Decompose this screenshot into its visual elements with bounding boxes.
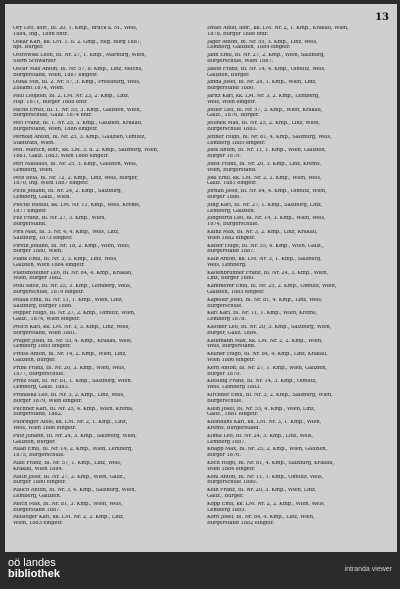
entry-line: Kalb Anton, kk. LM. Nr. 3, 1. Kmp., Salzburg, <box>207 257 322 263</box>
entry-line: Pollak Emil, Bl. Nr. 11, 1. Kmp., Wien, Linz, <box>13 297 123 303</box>
entry-line: Jokl Emil, kk. LM. Nr. 2, 2. Kmp., Wien, Wels, <box>207 175 322 181</box>
entry-line: Galiz., 1876, Bürger. <box>207 113 260 119</box>
logo-line-1: oö landes <box>8 557 56 569</box>
entry-line: Ped. Marsch, lehr., kk. LM. 3. u. 2. Kmp., Salzburg, Wien, <box>13 148 159 154</box>
entry-line: Bürgerschule 1880. <box>207 480 258 486</box>
entry-line: Jordan Josef, Bl. Nr. 84, 4. Kmp., Olmütz, Wien, <box>207 189 327 195</box>
entry-line: Jung Karl, Bl. Nr. 27, 1. Kmp., Salzburg, Linz, <box>207 202 323 208</box>
entry-line: 1874, Bürgerschule. <box>207 222 259 228</box>
entry-line: Krems, Bürgerstand. <box>207 426 261 432</box>
entry-line: Kolb Franz, Bl. Nr. 20, 3. Kmp., Wien, Linz, <box>207 488 317 494</box>
entry-line: Kirchner Emil, Bl. Nr. 3, 2. Kmp., Salzburg, Wien, <box>207 393 333 399</box>
entry-line: Jahn Emil, Bl. Nr. 27, 2. Kmp., Wien, Salzburg, <box>207 53 325 59</box>
entry-line: Salzburg, 1873 eingetr. <box>13 235 73 241</box>
entry-line: Wien, Bürgerstand. <box>207 167 257 173</box>
entry-line: Wien 1882 eingetr. <box>207 235 256 241</box>
entry-line: Kiesling Franz, Bl. Nr. 14, 3. Kmp., Olmütz, <box>207 379 317 385</box>
entry-line: Pichl Johann, Bl. Nr. 24, 2. Kmp., Salzburg, <box>13 189 123 195</box>
entry-line: 1878, Bürger 1886 entr. <box>207 31 269 37</box>
entry-line: Bürgerstand. <box>13 222 47 228</box>
entry-line: Ostrowski Leon, Bl. Nr. 27, 1. Kmp., Marburg, Wien, <box>13 53 147 59</box>
entry-line: Galizien, Bürger. <box>207 72 250 78</box>
entry-line: Wien 1884 eingetr. <box>207 466 256 472</box>
entry-line: Bürgerstand, Wien, 1887 eingetr. <box>13 72 98 78</box>
entry-line: Jakob Franz, Bl. Nr. 14, 4. Kmp., Olmütz, Wels, <box>207 66 326 72</box>
entry-line: Preiss Anton, Bl. Nr. 14, 2. Kmp., Wien, Linz, <box>13 352 127 358</box>
entry-line: Reich Max, Bl. Nr. 81, 3. Kmp., Wien, Wels, <box>13 501 123 507</box>
entry-line: Kellner Hugo, Bl. Nr. 84, 4. Kmp., Linz, Krakau, <box>207 352 328 358</box>
entry-line: 1870, Ing. Wien 1887 eingetr. <box>13 181 89 187</box>
entry-line: Korn Josef, Bl. Nr. 84, 4. Kmp., Linz, Wien, <box>207 515 315 521</box>
entry-line: Bürger 1880, Wien. <box>13 249 63 255</box>
entry-line: Peth Bela, Bl. Nr. 72, 2. Kmp., Linz, Wels, Bürger, <box>13 175 138 181</box>
entry-line: Bürger, Galiz. 1884. <box>207 330 258 336</box>
entry-line: Bürgerschule 1883. <box>207 126 258 132</box>
entry-line: Prohaska Leo, Bl. Nr. 3, 2. Kmp., Linz, Wels, <box>13 393 125 399</box>
library-logo[interactable] <box>8 558 60 580</box>
entry-line: Raith Josef, Bl. Nr. 27, 2. Kmp., Wien, Galiz., <box>13 474 126 480</box>
entry-line: Galiz. 1881 eingetr. <box>207 181 257 187</box>
entry-line: Rabl Franz, Bl. Nr. 57, 1. Kmp., Linz, Wels, <box>13 461 122 466</box>
entry-line: Pernold Anton, Bl. Nr. 25, 3. Kmp., Galizien, Olmütz, <box>13 134 146 140</box>
entry-line: Prinz Max, Bl. Nr. 81, 1. Kmp., Salzburg, Wien, <box>13 379 133 385</box>
entry-line: Wels, Lemberg 1883. <box>207 385 261 391</box>
entry-line: Krakau, Wien 1884. <box>13 466 64 472</box>
entry-line: Stern Schwarzer <box>13 58 56 64</box>
entry-line: Bürgerstand 1887. <box>207 249 255 255</box>
entry-line: Wien, 1883 eingetr. <box>13 521 63 527</box>
entry-line: Bürger 1879, Wien eingetr. <box>13 398 83 404</box>
entry-line: Ory Leo, lehr., Bl. 20, 1. Kmp., Bruck a. M., Wels, <box>13 26 138 31</box>
entry-line: Kaufmann Max, kk. LM. Nr. 2, 2. Kmp., Wien, <box>207 338 323 344</box>
entry-line: Lemberg, Galizien. <box>207 208 256 214</box>
entry-line: Oscar Max Anton, Bl. Nr. 57, 8. Kmp., Linz, Reichs, <box>13 66 143 72</box>
entry-line: Galiz., Bürger. <box>207 493 244 499</box>
page-number: 13 <box>375 12 389 23</box>
entry-line: Lemberg 1887. <box>207 439 246 445</box>
entry-line: Jenner Hugo, Bl. Nr. 81, 4. Kmp., Salzburg, Wels, <box>207 134 332 140</box>
entry-line: Wien, Bürger 1882. <box>13 276 63 282</box>
entry-line: Jaritz Karl, kk. LM. Nr. 3, 2. Kmp., Lemberg, <box>207 93 320 99</box>
entry-line: Pache Ernst, Bl. 1. Nr. 55, 3. Kmp., Galizien, Wien, <box>13 107 142 113</box>
entry-line: Lemberg, Galizien. <box>13 493 62 499</box>
entry-line: Hsp. 1871, Bürger 1888 entr. <box>13 99 88 105</box>
viewer-label: intranda viewer <box>344 566 392 573</box>
entry-line: Pribil Franz, Bl. Nr. 20, 3. Kmp., Wien, Wels, <box>13 365 126 371</box>
entry-line: Perl Franz, Bl. 1. Nr. 25, 3. Kmp., Galizien, Krakau, <box>13 121 143 127</box>
entry-line: Salzburg, Bürger 1886. <box>13 303 73 309</box>
entry-line: Pühringer Alois, kk. LM. Nr. 2, 1. Kmp., Linz, <box>13 420 128 426</box>
entry-line: hpt. Bürger. <box>13 45 44 51</box>
entry-line: Galiz., 1874, Wien eingetr. <box>13 317 81 323</box>
entry-line: Bürgerstand, Wien 1881. <box>13 330 77 336</box>
entry-line: Galizien, 1885 eingetr. <box>207 290 265 296</box>
entry-line: Bürgerstand, 1882. <box>13 412 63 418</box>
entry-line: Bürgerstand 1880. <box>207 86 255 92</box>
entry-line: 1884, Ing., 1886 entr. <box>13 31 68 37</box>
entry-line: Oskar Karl, kk. LM. 1. u. 2. Gmp., Reg. Burg 1887, <box>13 39 142 45</box>
entry-line: Kapeller Josef, Bl. Nr. 81, 4. Kmp., Linz, Wels, <box>207 297 323 303</box>
entry-line: Bürger 1879. <box>207 371 241 377</box>
entry-line: Kopp Emil, kk. LM. Nr. 2, 2. Kmp., Wien, Wels, <box>207 501 326 507</box>
entry-line: Galiz., 1881 eingetr. <box>207 412 259 418</box>
entry-line: Pilz Franz, Bl. Nr. 27, 3. Kmp., Wien, <box>13 216 106 222</box>
entry-line: Bürger 1879. <box>207 154 241 160</box>
entry-line: Rauch Anton, Bl. Nr. 3, 4. Kmp., Salzburg, Wien, <box>13 488 137 494</box>
entry-line: Jäger Anton, Bl. Nr. 55, 3. Kmp., Linz, Wels, <box>207 39 318 45</box>
entry-line: Peri Nikolaus, Bl. Nr. 25, 3. Kmp., Galizien, Wels, <box>13 161 138 167</box>
entry-line: Kern Anton, Bl. Nr. 27, 1. Kmp., Wien, Galizien, <box>207 365 328 371</box>
entry-line: Galizien, Wien 1884 eingetr. <box>13 262 85 268</box>
right-column <box>207 26 387 527</box>
entry-line: Kaiser Hugo, Bl. Nr. 55, 4. Kmp., Wien, Galiz., <box>207 243 324 249</box>
entry-line: Wels, Wien 1886 eingetr. <box>13 426 77 432</box>
entry-line: Bürgerschule. <box>207 398 243 404</box>
entry-line: Wels, Wien eingetr. <box>207 99 256 105</box>
entry-line: Lemberg, Galiz. 1883. <box>13 385 70 391</box>
entry-line: Pira Max, Bl. 3. Nr. 4, 4. Kmp., Wels, Linz, <box>13 229 120 235</box>
entry-line: Plattensteiner Leo, Bl. Nr. 84, 4. Kmp., Krakau, <box>13 270 133 276</box>
entry-line: Osbal Mix, Bl. 2. Nr. 57, 3. Kmp., Pressburg, Wels, <box>13 80 141 86</box>
entry-line: Kleinhans Karl, kk. LM. Nr. 3, 1. Kmp., Wien, <box>207 420 322 426</box>
entry-line: Bürgerschule. <box>207 303 243 309</box>
entry-line: Bürgerschule, Galiz. 1874 entr. <box>13 113 93 119</box>
entry-line: Linz, Bürger 1880. <box>207 276 255 282</box>
entry-line: Karl Karl, Bl. Nr. 11, 1. Kmp., Wien, Krems, <box>207 311 318 317</box>
entry-line: Lemberg, Galizien, 1884 eingetr. <box>207 45 291 51</box>
entry-line: Koch Hugo, Bl. Nr. 81, 4. Kmp., Salzburg, Krakau, <box>207 461 335 466</box>
entry-line: Posch Karl, kk. LM. Nr. 3, 3. Kmp., Linz, Wels, <box>13 325 130 331</box>
entry-line: 1881, Galiz. 1883, Wien 1886 eingetr. <box>13 154 109 160</box>
entry-line: Kainz Max, Bl. Nr. 3, 2. Kmp., Linz, Krakau, <box>207 229 318 235</box>
entry-line: Puchner Karl, Bl. Nr. 25, 4. Kmp., Wien, Krems, <box>13 406 134 412</box>
entry-line: Stadtrath, Wien. <box>13 140 55 146</box>
entry-line: Lemberg 1885. <box>207 507 246 513</box>
entry-line: Raab Emil, Bl. Nr. 14, 2. Kmp., Wien, Lemberg, <box>13 447 133 453</box>
entry-line: Zollamt 1874, Wien. <box>13 86 65 92</box>
entry-line: Lemberg 1885 eingetr. <box>13 344 72 350</box>
entry-line: Bürgerschule, Wien 1887. <box>207 58 274 64</box>
entry-line: Plank Emil, Bl. Nr. 3, 3. Kmp., Linz, Wels, <box>13 257 118 263</box>
viewer-footer <box>0 552 400 589</box>
entry-line: Wels, Bürgerstand. <box>207 344 256 350</box>
entry-line: Lemberg 1885 eingetr. <box>207 140 266 146</box>
entry-line: Prager Josef, Bl. Nr. 55, 4. Kmp., Krakau, Wels, <box>13 338 133 344</box>
entry-line: Klima Leo, Bl. Nr. 24, 3. Kmp., Linz, Wels, <box>207 433 313 439</box>
scanned-page <box>5 4 397 552</box>
entry-line: 1875, Bürgerschule. <box>13 453 65 459</box>
entry-line: Jobst Franz, Bl. Nr. 20, 3. Kmp., Linz, Krems, <box>207 161 322 167</box>
entry-line: Wien 1886 eingetr. <box>207 358 256 364</box>
entry-line: Janda Josef, Bl. Nr. 24, 1. Kmp., Wien, Linz, <box>207 80 317 86</box>
entry-line: Jeitler Leo, Bl. Nr. 57, 3. Kmp., Wien, Krakau, <box>207 107 323 113</box>
entry-line: Kaltenbrunner Franz, Bl. Nr. 24, 3. Kmp., Wien, <box>207 270 329 276</box>
entry-line: Kohl Anton, Bl. Nr. 11, 1. Kmp., Olmütz, Wels, <box>207 474 324 480</box>
entry-line: Paul Leopold, Bl. 2. LM. Nr. 23, 2. Kmp., Linz, <box>13 93 130 99</box>
entry-line: Lemberg 1878. <box>207 317 246 323</box>
entry-line: Bürgerstand, Wien, 1886 eingetr. <box>13 126 98 132</box>
entry-line: Bürgerschule, 1879 eingetr. <box>13 290 85 296</box>
entry-line: Lemberg, Wien. <box>13 167 54 173</box>
entry-line: 1877 eingetr. <box>13 208 47 214</box>
entry-line: Bürger 1876. <box>207 453 241 459</box>
entry-line: Piroth Johann, Bl. Nr. 18, 2. Kmp., Wien, Wels, <box>13 243 131 249</box>
entry-line: Bürgerstand 1887. <box>13 507 61 513</box>
entry-line: Kammerer Emil, Bl. Nr. 25, 2. Kmp., Olmütz, Wien, <box>207 284 337 290</box>
entry-line: Bürgerstand 1882 eingetr. <box>207 521 275 527</box>
entry-line: Kastner Leo, Bl. Nr. 20, 3. Kmp., Salzburg, Wien, <box>207 325 332 331</box>
entry-line: Wels, Lemberg. <box>207 262 247 268</box>
entry-line: 1877, Bürgerschule. <box>13 371 65 377</box>
entry-line: Putz Johann, Bl. Nr. 24, 3. Kmp., Salzburg, Wien, <box>13 433 137 439</box>
entry-line: Galizien, Bürger. <box>13 358 56 364</box>
left-column <box>13 26 193 527</box>
entry-line: Jellinek Max, Bl. Nr. 25, 2. Kmp., Linz, Wien, <box>207 121 320 127</box>
entry-line: Popper Hugo, Bl. Nr. 27, 2. Kmp., Olmütz, Wien, <box>13 311 136 317</box>
entry-line: Israel Adolf, lehr., kk. LM. Nr. 2, 1. Kmp., Krakau, Wien, <box>207 26 349 31</box>
entry-line: Knapp Max, Bl. Nr. 25, 2. Kmp., Wien, Galizien, <box>207 447 328 453</box>
entry-line: Bürger 1886. <box>207 194 241 200</box>
entry-line: Reisinger Karl, kk. LM. Nr. 2, 2. Kmp., Linz, <box>13 515 125 521</box>
logo-line-2: bibliothek <box>8 568 60 580</box>
entry-line: Pohl Adolf, Bl. Nr. 25, 3. Kmp., Lemberg, Wels, <box>13 284 132 290</box>
entry-line: Jungwirth Leo, Bl. Nr. 14, 3. Kmp., Wien, Wels, <box>207 216 326 222</box>
entry-line: Klein Josef, Bl. Nr. 55, 4. Kmp., Wien, Linz, <box>207 406 316 412</box>
entry-line: Jilek Anton, Bl. Nr. 11, 1. Kmp., Wien, Galizien, <box>207 148 326 154</box>
entry-line: Galizien, Bürger. <box>13 439 56 445</box>
entry-line: Lemberg, Galiz., Wien. <box>13 194 71 200</box>
entry-line: Pieche Rudolf, kk. LM. Nr. 11, Kmp., Wels, Krems, <box>13 202 141 208</box>
entry-line: Bürger 1880 eingetr. <box>13 480 67 486</box>
